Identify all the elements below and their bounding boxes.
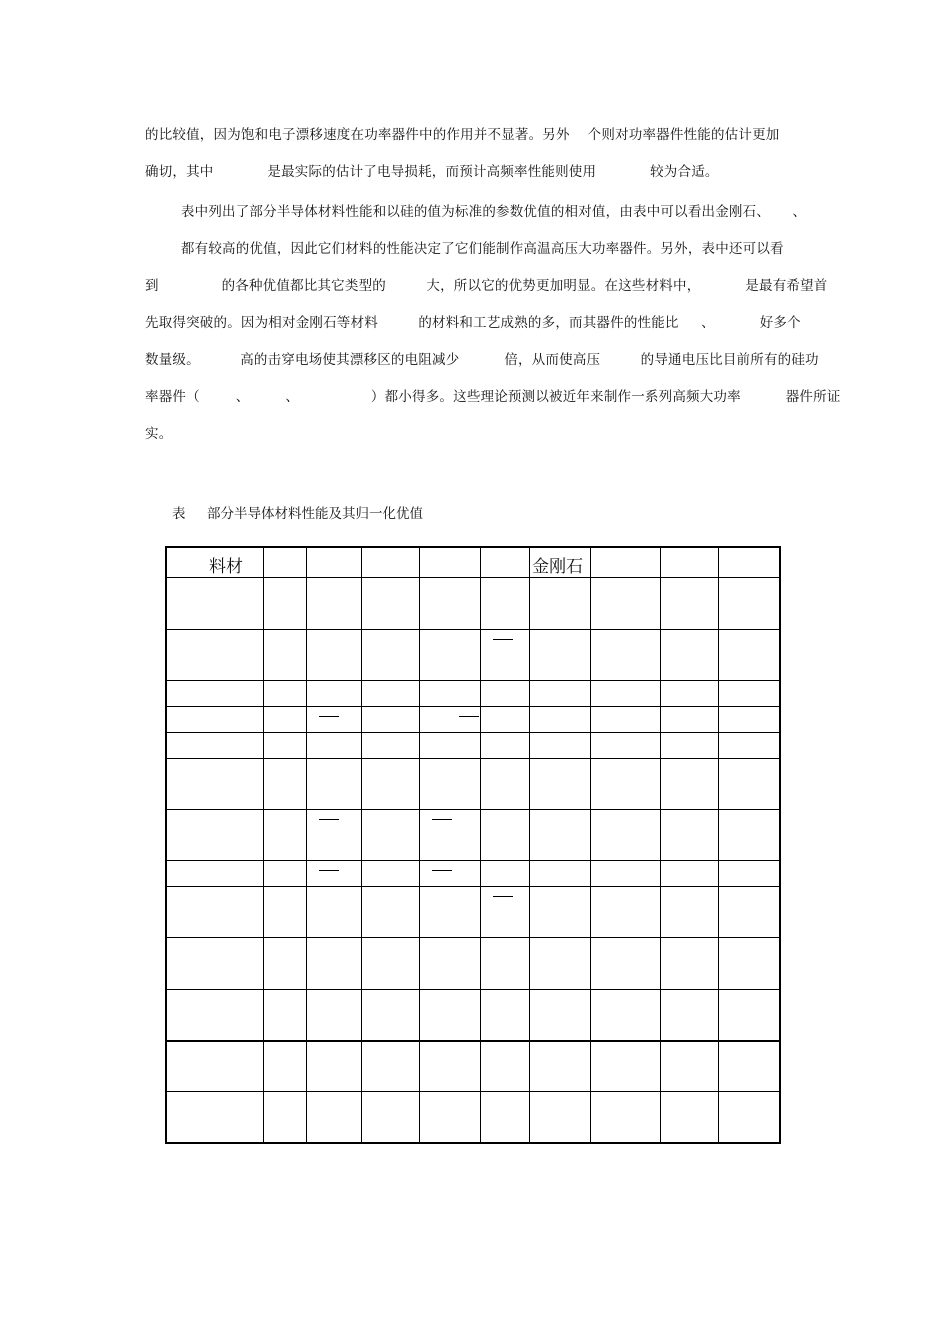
table-row	[166, 1041, 780, 1092]
table-row	[166, 990, 780, 1041]
table-row	[166, 733, 780, 759]
table-header-row	[166, 547, 780, 578]
table-row	[166, 759, 780, 810]
table-header-cell	[590, 547, 661, 578]
table-header-cell	[361, 547, 419, 578]
table-header-cell: 料材	[166, 547, 264, 578]
table-caption: 表 部分半导体材料性能及其归一化优值	[172, 506, 423, 522]
materials-table	[165, 546, 781, 1144]
table-row	[166, 887, 780, 938]
text-line: 实。	[145, 426, 173, 442]
text-line: 确切，其中 是最实际的估计了电导损耗，而预计高频率性能则使用 较为合适。	[145, 164, 719, 180]
table-header-cell	[306, 547, 361, 578]
table-header-cell	[661, 547, 718, 578]
text-line: 表中列出了部分半导体材料性能和以硅的值为标准的参数优值的相对值，由表中可以看出金刚石、 、	[145, 204, 807, 220]
table-row	[166, 1092, 780, 1143]
dash-mark	[493, 639, 513, 640]
text-line: 数量级。 高的击穿电场使其漂移区的电阻减少 倍，从而使高压 的导通电压比目前所有的硅功	[145, 352, 819, 368]
table-row	[166, 630, 780, 681]
table-row	[166, 707, 780, 733]
table-row	[166, 810, 780, 861]
text-line: 率器件（ 、 、 ）都小得多。这些理论预测以被近年来制作一系列高频大功率 器件所证	[145, 389, 841, 405]
table-header-cell: 金刚石	[530, 547, 591, 578]
text-line: 的比较值，因为饱和电子漂移速度在功率器件中的作用并不显著。另外 个则对功率器件性能的估计更加	[145, 127, 780, 143]
table-row	[166, 578, 780, 630]
text-line: 先取得突破的。因为相对金刚石等材料 的材料和工艺成熟的多，而其器件的性能比 、 好多个	[145, 315, 801, 331]
table-row	[166, 861, 780, 887]
table-header-cell	[718, 547, 780, 578]
dash-mark	[432, 870, 452, 871]
dash-mark	[493, 896, 513, 897]
dash-mark	[432, 819, 452, 820]
dash-mark	[459, 716, 479, 717]
table-header-cell	[480, 547, 529, 578]
dash-mark	[319, 870, 339, 871]
table-row	[166, 938, 780, 990]
text-line: 都有较高的优值，因此它们材料的性能决定了它们能制作高温高压大功率器件。另外，表中还可以看	[145, 241, 784, 257]
dash-mark	[319, 716, 339, 717]
table-header-cell	[264, 547, 307, 578]
dash-mark	[319, 819, 339, 820]
table-header-cell	[420, 547, 481, 578]
text-line: 到 的各种优值都比其它类型的 大，所以它的优势更加明显。在这些材料中， 是最有希望首	[145, 278, 828, 294]
table-row	[166, 681, 780, 707]
